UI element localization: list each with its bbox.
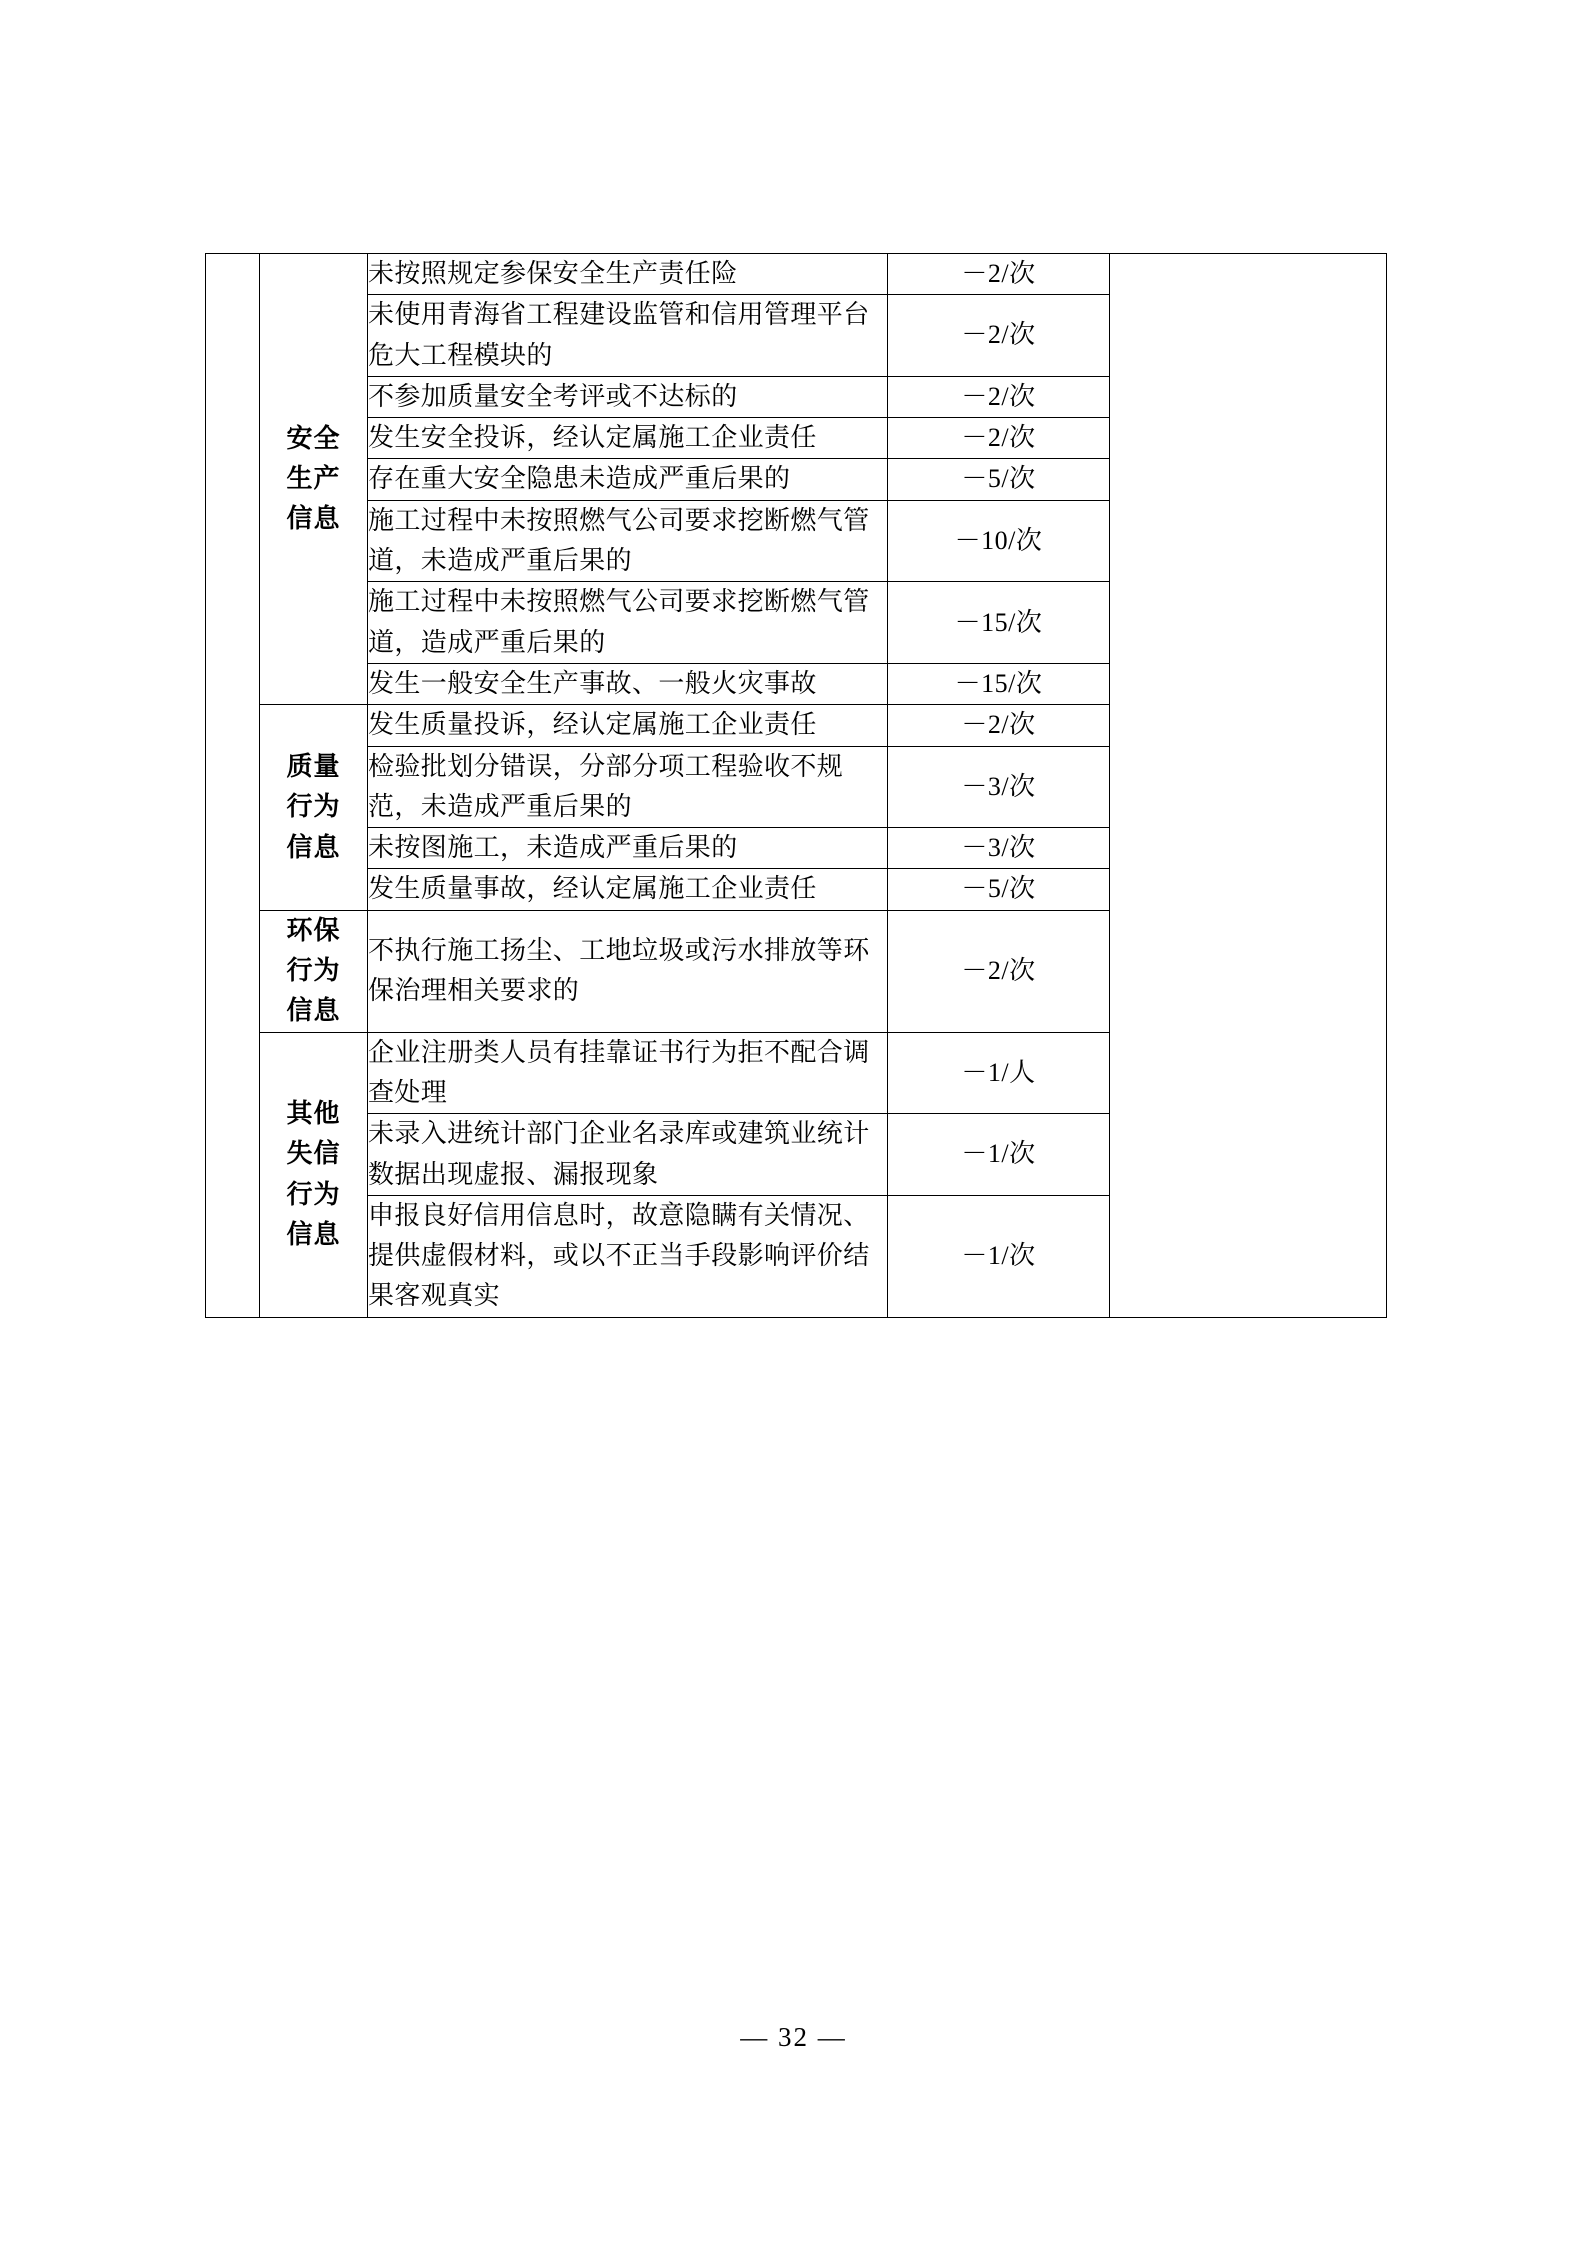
category-cell-other <box>260 1032 368 1317</box>
item-description: 不参加质量安全考评或不达标的 <box>368 376 888 417</box>
category-label-line: 行为 <box>286 792 341 822</box>
category-label-line: 行为 <box>286 956 341 986</box>
table-row <box>206 254 1387 295</box>
item-score: －3/次 <box>888 828 1110 869</box>
item-score: －2/次 <box>888 418 1110 459</box>
item-score: －1/次 <box>888 1195 1110 1317</box>
category-label-line: 其他 <box>286 1099 341 1129</box>
category-cell-safety <box>260 254 368 705</box>
category-label-line: 失信 <box>286 1139 341 1169</box>
item-description: 发生质量事故，经认定属施工企业责任 <box>368 869 888 910</box>
item-score: －15/次 <box>888 663 1110 704</box>
item-description: 未按图施工，未造成严重后果的 <box>368 828 888 869</box>
category-cell-environment <box>260 910 368 1032</box>
category-label-line: 信息 <box>286 504 341 534</box>
category-label-line: 行为 <box>286 1179 341 1209</box>
item-score: －1/次 <box>888 1114 1110 1196</box>
item-description: 申报良好信用信息时，故意隐瞒有关情况、提供虚假材料，或以不正当手段影响评价结果客观真实 <box>368 1195 888 1317</box>
item-description: 企业注册类人员有挂靠证书行为拒不配合调查处理 <box>368 1032 888 1114</box>
item-score: －3/次 <box>888 746 1110 828</box>
item-description: 施工过程中未按照燃气公司要求挖断燃气管道，未造成严重后果的 <box>368 500 888 582</box>
item-score: －2/次 <box>888 376 1110 417</box>
item-description: 施工过程中未按照燃气公司要求挖断燃气管道，造成严重后果的 <box>368 582 888 664</box>
category-label-line: 环保 <box>286 915 341 945</box>
item-description: 发生安全投诉，经认定属施工企业责任 <box>368 418 888 459</box>
item-description: 未使用青海省工程建设监管和信用管理平台危大工程模块的 <box>368 295 888 377</box>
page-number: — 32 — <box>740 2022 847 2052</box>
remark-cell <box>1110 254 1387 1318</box>
item-score: －10/次 <box>888 500 1110 582</box>
item-score: －15/次 <box>888 582 1110 664</box>
item-score: －2/次 <box>888 910 1110 1032</box>
item-description: 未录入进统计部门企业名录库或建筑业统计数据出现虚报、漏报现象 <box>368 1114 888 1196</box>
table-body <box>206 254 1387 1318</box>
item-description: 存在重大安全隐患未造成严重后果的 <box>368 459 888 500</box>
item-score: －1/人 <box>888 1032 1110 1114</box>
category-label-line: 信息 <box>286 1219 341 1249</box>
item-description: 检验批划分错误，分部分项工程验收不规范，未造成严重后果的 <box>368 746 888 828</box>
item-description: 未按照规定参保安全生产责任险 <box>368 254 888 295</box>
category-label-line: 安全 <box>286 423 341 453</box>
category-label-line: 质量 <box>286 752 341 782</box>
category-cell-quality <box>260 705 368 910</box>
item-description: 发生一般安全生产事故、一般火灾事故 <box>368 663 888 704</box>
item-score: －5/次 <box>888 459 1110 500</box>
item-description: 不执行施工扬尘、工地垃圾或污水排放等环保治理相关要求的 <box>368 910 888 1032</box>
item-score: －5/次 <box>888 869 1110 910</box>
item-description: 发生质量投诉，经认定属施工企业责任 <box>368 705 888 746</box>
category-label-line: 信息 <box>286 832 341 862</box>
item-score: －2/次 <box>888 705 1110 746</box>
category-label-line: 信息 <box>286 996 341 1026</box>
item-score: －2/次 <box>888 254 1110 295</box>
item-score: －2/次 <box>888 295 1110 377</box>
credit-scoring-table <box>205 253 1387 1318</box>
category-label-line: 生产 <box>286 463 341 493</box>
outer-spacer-cell <box>206 254 260 1318</box>
